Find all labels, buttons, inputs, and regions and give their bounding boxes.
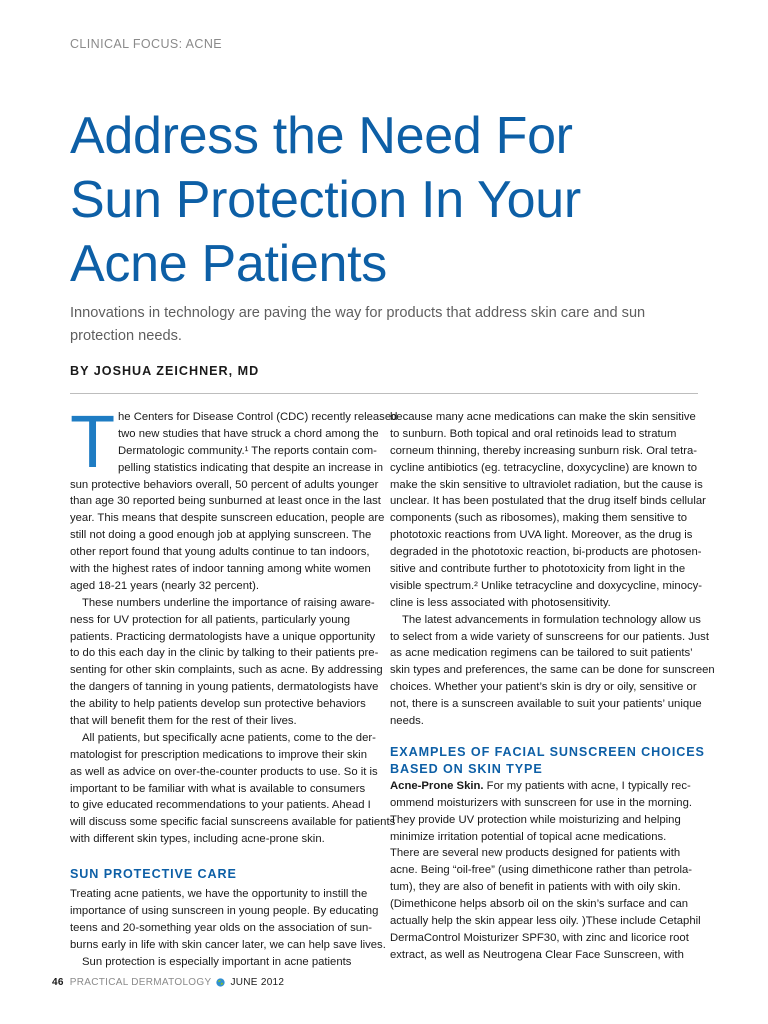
text-line: Dermatologic community.¹ The reports contain com- xyxy=(118,444,377,457)
text-line: the ability to help patients develop sun protective behaviors xyxy=(70,698,366,711)
title-line: Address the Need For xyxy=(70,107,573,165)
text-line: The latest advancements in formulation technology allow us xyxy=(402,613,701,626)
left-column xyxy=(70,409,398,971)
right-column xyxy=(390,409,715,964)
text-line: than age 30 reported being sunburned at least once in the last xyxy=(70,495,381,508)
text-line: still not doing a good enough job at applying sunscreen. The xyxy=(70,529,372,542)
issue-date: JUNE 2012 xyxy=(230,977,285,988)
text-line: acne. Being “oil-free” (using dimethicone rather than petrola- xyxy=(390,864,693,877)
paragraph xyxy=(70,595,383,730)
text-line: visible spectrum.² Unlike tetracycline and doxycycline, minocy- xyxy=(390,579,703,592)
article-title xyxy=(70,104,730,296)
page-footer xyxy=(52,977,284,988)
page-number: 46 xyxy=(52,977,64,988)
text-line: There are several new products designed for patients with xyxy=(390,847,681,860)
globe-icon xyxy=(216,978,225,987)
text-line: actually help the skin appear less oily. )These include Cetaphil xyxy=(390,915,701,928)
text-line: They provide UV protection while moisturizing and helping xyxy=(390,813,681,826)
text-line: to do this each day in the clinic by talking to their patients pre- xyxy=(70,647,379,660)
section-heading: EXAMPLES OF FACIAL SUNSCREEN CHOICES xyxy=(390,744,705,759)
text-line: matologist for prescription medications to improve their skin xyxy=(70,748,367,761)
paragraph-first-line xyxy=(390,778,698,795)
section-heading: BASED ON SKIN TYPE xyxy=(390,761,543,776)
text-line: two new studies that have struck a chord among the xyxy=(118,427,379,440)
title-line: Acne Patients xyxy=(70,235,387,293)
paragraph xyxy=(70,886,386,970)
text-line: ness for UV protection for all patients, particularly young xyxy=(70,613,351,626)
text-line: components (such as ribosomes), making them sensitive to xyxy=(390,512,687,525)
section-heading: SUN PROTECTIVE CARE xyxy=(70,867,237,882)
text-line: make the skin sensitive to ultraviolet radiation, but the cause is xyxy=(390,478,703,491)
text-line: to sunburn. Both topical and oral retinoids lead to stratum xyxy=(390,427,677,440)
article-deck: Innovations in technology are paving the way for products that address skin care and sun protection needs. xyxy=(70,305,646,344)
text-line: All patients, but specifically acne patients, come to the der- xyxy=(82,731,376,744)
text-line: degraded in the phototoxic reaction, bi-products are photosen- xyxy=(390,546,702,559)
text-line: not, there is a sunscreen available to suit your patients’ unique xyxy=(390,698,702,711)
text-line: Treating acne patients, we have the opportunity to instill the xyxy=(70,888,368,901)
text-line: pelling statistics indicating that despite an increase in xyxy=(118,461,384,474)
text-line: skin types and preferences, the same can be done for sunscreen xyxy=(390,664,715,677)
text-line: DermaControl Moisturizer SPF30, with zinc and licorice root xyxy=(390,931,689,944)
text-line: sun protective behaviors overall, 50 percent of adults younger xyxy=(70,478,379,491)
text-line: to select from a wide variety of sunscreens for our patients. Just xyxy=(390,630,709,643)
paragraph xyxy=(70,409,398,595)
text-line: with the highest rates of indoor tanning among white women xyxy=(70,563,371,576)
text-line: with different skin types, including acne-prone skin. xyxy=(70,833,325,846)
text-line: extract, as well as Neutrogena Clear Face Sunscreen, with xyxy=(390,948,684,961)
spacer xyxy=(390,730,698,744)
text-line: minimize irritation potential of topical acne medications. xyxy=(390,830,667,843)
text-line: unclear. It has been postulated that the drug itself binds cellular xyxy=(390,495,706,508)
text-line: These numbers underline the importance of raising aware- xyxy=(82,596,375,609)
paragraph xyxy=(390,409,706,612)
text-line: ommend moisturizers with sunscreen for use in the morning. xyxy=(390,796,693,809)
text-line: needs. xyxy=(390,715,424,728)
text-line: burns early in life with skin cancer later, we can help save lives. xyxy=(70,938,386,951)
text-line: that will benefit them for the rest of their lives. xyxy=(70,715,297,728)
text-line: will discuss some specific facial sunscreens available for patients xyxy=(70,816,396,829)
divider xyxy=(70,393,698,394)
text-line: the dangers of tanning in young patients, dermatologists have xyxy=(70,681,379,694)
text-line: cycline antibiotics (eg. tetracycline, doxycycline) are known to xyxy=(390,461,698,474)
globe-ocean xyxy=(217,978,225,986)
text-line: year. This means that despite sunscreen education, people are xyxy=(70,512,385,525)
text-line: sitive and contribute further to phototoxicity from light in the xyxy=(390,563,686,576)
text-line: tum), they are also of benefit in patients with with oily skin. xyxy=(390,881,681,894)
run-in-heading: Acne-Prone Skin. xyxy=(390,779,484,792)
text-line: senting for other skin complaints, such as acne. By addressing xyxy=(70,664,383,677)
text-line: importance of using sunscreen in young people. By educating xyxy=(70,905,379,918)
text-line: choices. Whether your patient’s skin is dry or oily, sensitive or xyxy=(390,681,697,694)
text-line: important to be familiar with what is available to consumers xyxy=(70,782,366,795)
text-line: Sun protection is especially important in acne patients xyxy=(82,955,352,968)
drop-cap: T xyxy=(70,400,116,483)
text-line: aged 18-21 years (nearly 32 percent). xyxy=(70,579,260,592)
text-line: (Dimethicone helps absorb oil on the skin’s surface and can xyxy=(390,898,689,911)
text-line: corneum thinning, thereby increasing sunburn risk. Oral tetra- xyxy=(390,444,698,457)
publication-name: PRACTICAL DERMATOLOGY xyxy=(69,977,212,988)
text-line: patients. Practicing dermatologists have a unique opportunity xyxy=(70,630,376,643)
text-line: other report found that young adults continue to tan indoors, xyxy=(70,546,370,559)
paragraph xyxy=(390,795,701,964)
text-line: phototoxic reactions from UVA light. Moreover, as the drug is xyxy=(390,529,693,542)
text-line: teens and 20-something year olds on the association of sun- xyxy=(70,921,373,934)
title-line: Sun Protection In Your xyxy=(70,171,581,229)
paragraph xyxy=(390,612,715,730)
paragraph xyxy=(70,730,396,848)
text-line: as acne medication regimens can be tailored to suit patients’ xyxy=(390,647,693,660)
text-line: as well as advice on over-the-counter products to use. So it is xyxy=(70,765,378,778)
text-line: to give educated recommendations to your patients. Ahead I xyxy=(70,799,371,812)
section-kicker: CLINICAL FOCUS: ACNE xyxy=(70,37,223,51)
byline: BY JOSHUA ZEICHNER, MD xyxy=(70,364,260,378)
text-line: because many acne medications can make the skin sensitive xyxy=(390,411,696,423)
text-line: he Centers for Disease Control (CDC) recently released xyxy=(118,411,398,423)
text-line: cline is less associated with photosensitivity. xyxy=(390,596,611,609)
text-run: For my patients with acne, I typically rec- xyxy=(483,779,691,792)
